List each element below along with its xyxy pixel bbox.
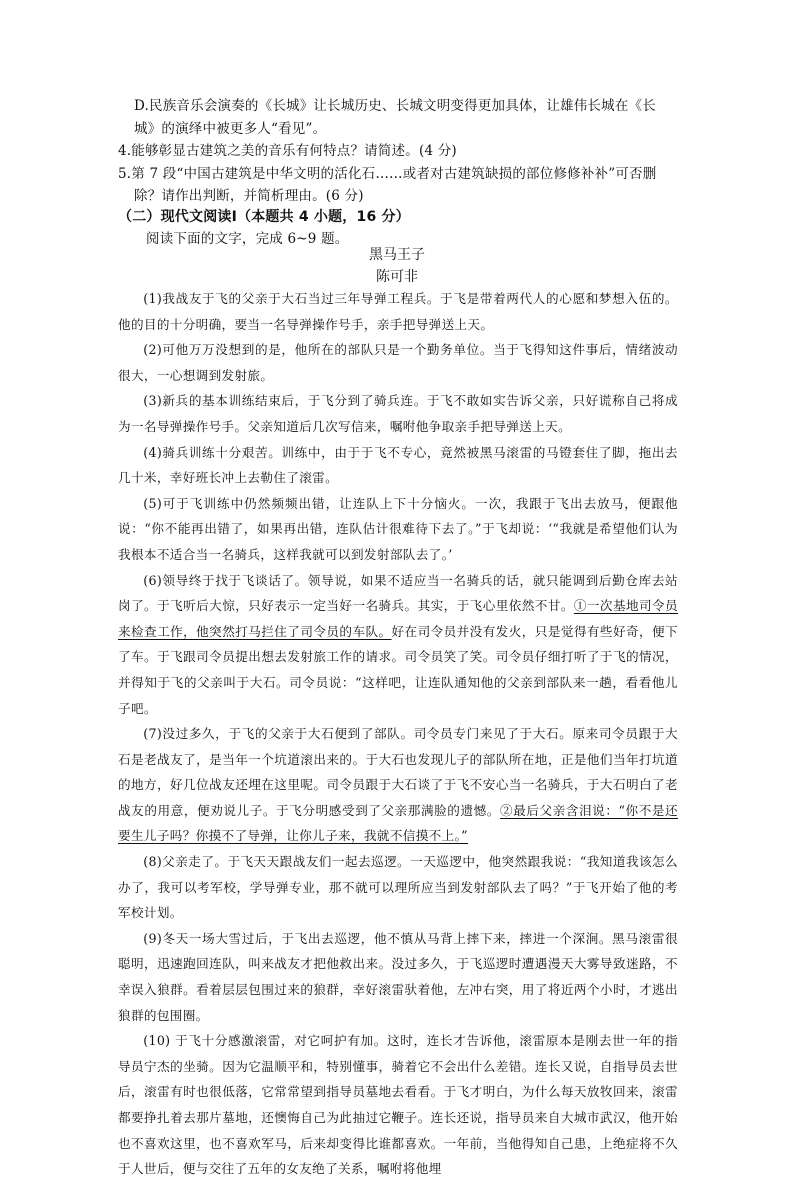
paragraph-6 [118,568,678,722]
underlined-sentence-1: ①一次基地司令员来检查工作，他突然打马拦住了司令员的车队。 [118,598,678,639]
paragraph-3: (3)新兵的基本训练结束后，于飞分到了骑兵连。于飞不敢如实告诉父亲，只好谎称自己将成为一名导弹操作号手。父亲知道后几次写信来，嘱咐他争取亲手把导弹送上天。 [118,393,678,434]
paragraph-4: (4)骑兵训练十分艰苦。训练中，由于于飞不专心，竟然被黑马滚雷的马镫套住了脚，拖出去几十米，幸好班长冲上去勒住了滚雷。 [118,444,678,486]
article-body [118,286,678,1182]
paragraph-7-part-a: (7)没过多久，于飞的父亲于大石便到了部队。司令员专门来见了于大石。原来司令员跟于大石是老战友了，是当年一个坑道滚出来的。于大石也发现儿子的部队所在地，正是他们当年打坑道的地方，好几位战友还埋在这里呢。司令员跟于大石谈了于飞不安心当一名骑兵，于大石明白了老战友的用意，便劝说儿子。于飞分明感受到了父亲那满脸的遗憾。 [118,726,678,818]
paragraph-6-part-a: (6)领导终于找于飞谈话了。领导说，如果不适应当一名骑兵的话，就只能调到后勤仓库去站岗了。于飞听后大惊，只好表示一定当好一名骑兵。其实，于飞心里依然不甘。 [118,572,678,614]
paragraph-8: (8)父亲走了。于飞天天跟战友们一起去巡逻。一天巡逻中，他突然跟我说：“我知道我该怎么办了，我可以考军校，学导弹专业，那不就可以理所应当到发射部队去了吗？”于飞开始了他的考军校计划。 [118,854,678,921]
paragraph-6-part-b: 好在司令员并没有发火，只是觉得有些好奇，便下了车。于飞跟司令员提出想去发射旅工作的请求。司令员笑了笑。司令员仔细打听了于飞的情况，并得知于飞的父亲叫于大石。司令员说：“这样吧，让连队通知他的父亲到部队来一趟，看看他儿子吧。 [118,623,678,716]
paragraph-5: (5)可于飞训练中仍然频频出错，让连队上下十分恼火。一次，我跟于飞出去放马，便跟他说：“你不能再出错了，如果再出错，连队估计很难待下去了。”于飞却说：‘“我就是希望他们认为我根本不适合当一名骑兵，这样我就可以到发射部队去了。’ [118,495,678,562]
paragraph-9: (9)冬天一场大雪过后，于飞出去巡逻，他不慎从马背上摔下来，摔进一个深涧。黑马滚雷很聪明，迅速跑回连队，叫来战友才把他救出来。没过多久，于飞巡逻时遭遇漫天大雾导致迷路，不幸误入狼群。看着层层包围过来的狼群，幸好滚雷驮着他，左冲右突，用了将近两个小时，才逃出狼群的包围圈。 [118,930,678,1023]
question-4: 4.能够彰显古建筑之美的音乐有何特点？请简述。(4 分) [118,143,457,159]
question-5-line2: 除？请作出判断，并简析理由。(6 分) [134,188,364,204]
underlined-sentence-2: ②最后父亲含泪说：“你不是还要生儿子吗？你摸不了导弹，让你儿子来，我就不信摸不上。” [118,802,679,844]
section-instruction: 阅读下面的文字，完成 6~9 题。 [146,231,349,247]
section-heading-text: （二）现代文阅读Ⅰ（本题共 4 小题，16 分） [118,209,410,225]
article-author: 陈可非 [376,269,418,285]
paragraph-10: (10) 于飞十分感激滚雷，对它呵护有加。这时，连长才告诉他，滚雷原本是刚去世一年的指导员宁杰的坐骑。因为它温顺平和，特别懂事，骑着它不会出什么差错。连长又说，自指导员去世后，滚雷有时也很低落，它常常望到指导员墓地去看看。于飞才明白，为什么每天放牧回来，滚雷都要挣扎着去那片墓地，还懊悔自己为此抽过它鞭子。连长还说，指导员来自大城市武汉，他开始也不喜欢这里，也不喜欢军马，后来却变得比谁都喜欢。一年前，当他得知自己患，上绝症将不久于人世后，便与交往了五年的女友绝了关系，嘱咐将他埋 [118,1033,678,1177]
paragraph-7 [118,721,678,849]
paragraph-2: (2)可他万万没想到的是，他所在的部队只是一个勤务单位。当于飞得知这件事后，情绪波动很大，一心想调到发射旅。 [118,342,678,383]
q3-option-d-line2: 城》的演绎中被更多人“看见”。 [134,121,327,137]
article-title: 黑马王子 [369,247,425,263]
q3-option-d-line1: D.民族音乐会演奏的《长城》让长城历史、长城文明变得更加具体，让雄伟长城在《长 [134,98,656,114]
paragraph-1: (1)我战友于飞的父亲于大石当过三年导弹工程兵。于飞是带着两代人的心愿和梦想入伍的。他的目的十分明确，要当一名导弹操作号手，亲手把导弹送上天。 [118,291,678,332]
section-heading [118,206,410,228]
question-5-line1: 5.第 7 段“中国古建筑是中华文明的活化石……或者对古建筑缺损的部位修修补补”可否删 [118,166,657,182]
